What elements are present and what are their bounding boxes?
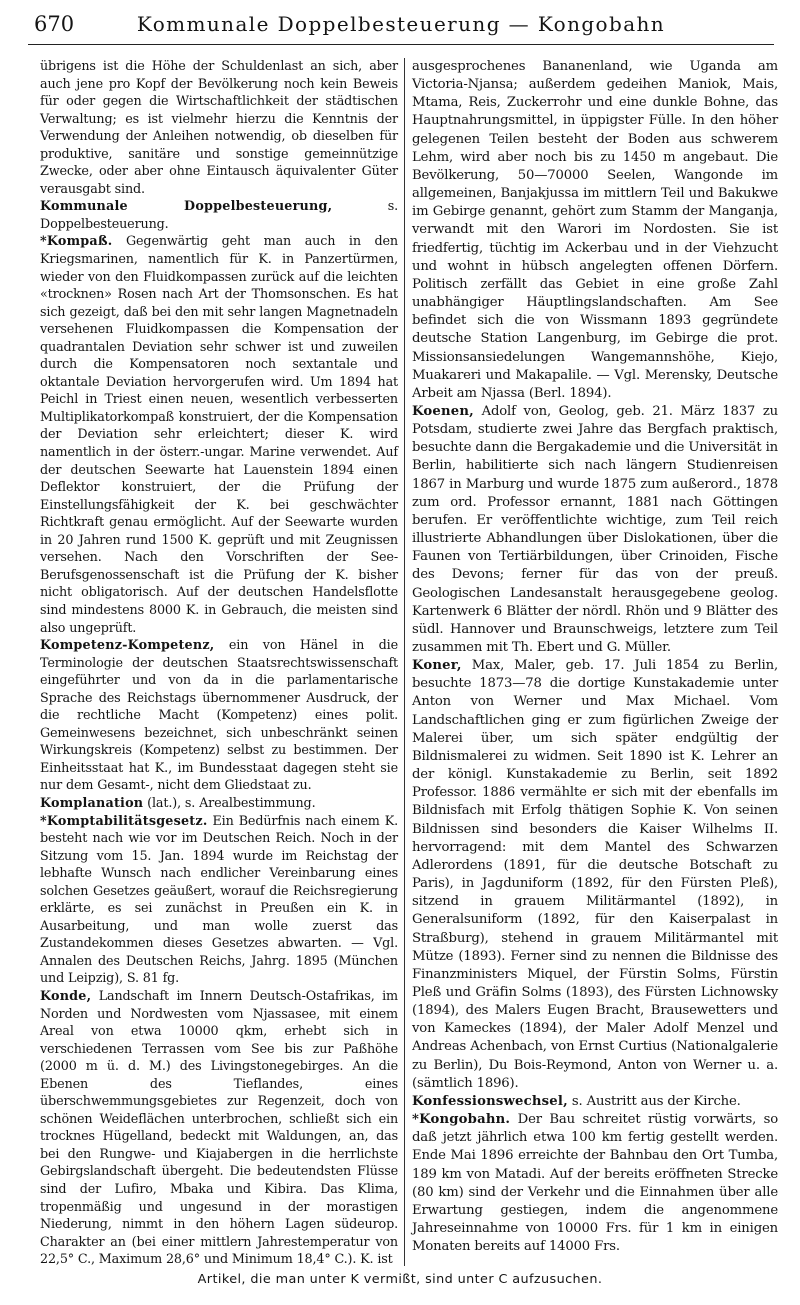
entry-headword: *Kongobahn.	[412, 1112, 511, 1128]
dictionary-entry	[40, 795, 398, 813]
dictionary-entry	[412, 1111, 778, 1256]
entry-headword: Kompetenz-Kompetenz,	[40, 638, 215, 654]
entry-headword: *Kompaß.	[40, 234, 113, 250]
entry-headword: Koner,	[412, 658, 462, 674]
entry-headword: Kommunale Doppelbesteuerung,	[40, 199, 333, 215]
entry-text: Adolf von, Geolog, geb. 21. März 1837 zu Potsdam, studierte zwei Jahre das Bergfach praktisch, besuchte dann die Bergakademie und die Universität in Berlin, habilitierte sich nach längern Studienreisen 1867 in Marburg und wurde 1875 zum außerord., 1878 zum ord. Professor ernannt, 1881 nach Göttingen berufen. Er veröffentlichte wichtige, zum Teil reich illustrierte Abhandlungen über Dislokationen, über die Faunen von Tertiärbildungen, über Crinoiden, Fische des Devons; ferner für das von der preuß. Geologischen Landesanstalt herausgegebene geolog. Kartenwerk 6 Blätter der nördl. Rhön und 9 Blätter des südl. Hannover und Braunschweigs, letztere zum Teil zusammen mit Th. Ebert und G. Müller.	[412, 403, 778, 655]
entry-headword: *Komptabilitätsgesetz.	[40, 813, 208, 829]
running-title: Kommunale Doppelbesteuerung — Kongobahn	[136, 12, 666, 36]
page-number: 670	[34, 12, 75, 36]
entry-text: übrigens ist die Höhe der Schuldenlast an sich, aber auch jene pro Kopf der Bevölkerung noch kein Beweis für oder gegen die Wirtschaftlichkeit der städtischen Verwaltung; es ist vielmehr hierzu die Kenntnis der Verwendung der Anleihen notwendig, ob dieselben für produktive, sanitäre und sonstige gemeinnützige Zwecke, oder aber ohne Eintausch äquivalenter Güter verausgabt sind.	[40, 59, 398, 197]
entry-text: ausgesprochenes Bananenland, wie Uganda am Victoria-Njansa; außerdem gedeihen Maniok, Mais, Mtama, Reis, Zuckerrohr und eine dunkle Bohne, das Hauptnahrungsmittel, in üppigster Fülle. In den höher gelegenen Teilen besteht der Boden aus schwerem Lehm, wird aber noch bis zu 1450 m angebaut. Die Bevölkerung, 50—70000 Seelen, Wangonde im allgemeinen, Banjakjussa im mittlern Teil und Bakukwe im Gebirge genannt, gehört zum Stamm der Manganja, verwandt mit den Warori im Nordosten. Sie ist friedfertig, tüchtig im Ackerbau und in der Viehzucht und wohnt in hübsch angelegten offenen Dörfern. Politisch zerfällt das Gebiet in eine große Zahl unabhängiger Häuptlingslandschaften. Am See befindet sich die von Wissmann 1893 gegründete deutsche Station Langenburg, im Gebirge die prot. Missionsansiedelungen Wangemannshöhe, Kiejo, Muakareri und Makapalile. — Vgl. Merensky, Deutsche Arbeit am Njassa (Berl. 1894).	[412, 59, 778, 401]
left-column	[40, 58, 398, 1268]
dictionary-entry	[40, 198, 398, 233]
dictionary-entry	[412, 58, 778, 403]
dictionary-entry	[412, 1093, 778, 1111]
dictionary-entry	[40, 58, 398, 198]
entry-text: Ein Bedürfnis nach einem K. besteht nach wie vor im Deutschen Reich. Noch in der Sitzung vom 15. Jan. 1894 wurde im Reichstag der lebhafte Wunsch nach endlicher Vereinbarung eines solchen Gesetzes geäußert, worauf die Reichsregierung erklärte, es sei zunächst in Preußen ein K. in Ausarbeitung, und man wolle zuerst das Zustandekommen dieses Gesetzes abwarten. — Vgl. Annalen des Deutschen Reichs, Jahrg. 1895 (München und Leipzig), S. 81 fg.	[40, 813, 398, 987]
dictionary-entry	[412, 403, 778, 657]
entry-text: Gegenwärtig geht man auch in den Kriegsmarinen, namentlich für K. in Panzertürmen, wieder von den Fluidkompassen zurück auf die leichten «trocknen» Rosen nach Art der Thomsonschen. Es hat sich gezeigt, daß bei den mit sehr langen Magnetnadeln versehenen Fluidkompassen die Kompensation der quadrantalen Deviation sehr schwer ist und zuweilen durch die Kompensatoren noch sextantale und oktantale Deviation hervorgerufen wird. Um 1894 hat Peichl in Triest einen neuen, wesentlich verbesserten Multiplikatorkompaß konstruiert, der die Kompensation der Deviation sehr erleichtert; dieser K. wird namentlich in der österr.-ungar. Marine verwendet. Auf der deutschen Seewarte hat Lauenstein 1894 einen Deflektor konstruiert, der die Prüfung der Einstellungsfähigkeit der K. bei geschwächter Richtkraft genau ermöglicht. Auf der Seewarte wurden in 20 Jahren rund 1500 K. geprüft und mit Zeugnissen versehen. Nach den Vorschriften der See-Berufsgenossenschaft ist die Prüfung der K. bisher nicht obligatorisch. Auf der deutschen Handelsflotte sind mindestens 8000 K. in Gebrauch, die meisten sind also ungeprüft.	[40, 234, 398, 636]
entry-headword: Komplanation	[40, 795, 144, 811]
column-divider	[404, 58, 405, 1266]
footer-note: Artikel, die man unter K vermißt, sind unter C aufzusuchen.	[197, 1272, 603, 1287]
entry-text: s. Doppelbesteuerung.	[40, 199, 398, 232]
entry-text: Max, Maler, geb. 17. Juli 1854 zu Berlin, besuchte 1873—78 die dortige Kunstakademie unter Anton von Werner und Max Michael. Vom Landschaftlichen ging er zum figürlichen Zweige der Malerei über, um sich später endgültig der Bildnismalerei zu widmen. Seit 1890 ist K. Lehrer an der königl. Kunstakademie zu Berlin, seit 1892 Professor. 1886 vermählte er sich mit der ebenfalls im Bildnisfach mit Erfolg thätigen Sophie K. Von seinen Bildnissen sind besonders die Kaiser Wilhelms II. hervorragend: mit dem Mantel des Schwarzen Adlerordens (1891, für die deutsche Botschaft zu Paris), in Jagduniform (1892, für den Fürsten Pleß), sitzend in grauem Militärmantel (1892), in Generalsuniform (1892, für den Kaiserpalast in Straßburg), stehend in grauem Militärmantel mit Mütze (1893). Ferner sind zu nennen die Bildnisse des Finanzministers Miquel, der Fürstin Solms, Fürstin Pleß und Gräfin Solms (1893), des Fürsten Lichnowsky (1894), des Malers Eugen Bracht, Brausewetters und von Kameckes (1894), der Maler Adolf Menzel und Andreas Achenbach, von Ernst Curtius (Nationalgalerie zu Berlin), Du Bois-Reymond, Anton von Werner u. a. (sämtlich 1896).	[412, 658, 778, 1091]
dictionary-entry	[412, 657, 778, 1093]
entry-text: Der Bau schreitet rüstig vorwärts, so daß jetzt jährlich etwa 100 km fertig gestellt werden. Ende Mai 1896 erreichte der Bahnbau den Ort Tumba, 189 km von Matadi. Auf der bereits eröffneten Strecke (80 km) sind der Verkehr und die Einnahmen über alle Erwartung gestiegen, indem die angenommene Jahreseinnahme von 10000 Frs. für 1 km in einigen Monaten bereits auf 14000 Frs.	[412, 1112, 778, 1255]
entry-text: (lat.), s. Arealbestimmung.	[143, 795, 316, 811]
dictionary-entry	[40, 233, 398, 637]
entry-text: s. Austritt aus der Kirche.	[567, 1093, 741, 1109]
page-header	[28, 6, 774, 46]
entry-text: Landschaft im Innern Deutsch-Ostafrikas, im Norden und Nordwesten vom Njassasee, mit einem Areal von etwa 10000 qkm, erhebt sich in verschiedenen Terrassen vom See bis zur Paßhöhe (2000 m ü. d. M.) des Livingstonegebirges. An die Ebenen des Tieflandes, eines überschwemmungsgebietes zur Regenzeit, doch von schönen Weideflächen unterbrochen, schließt sich ein trocknes Hügelland, bedeckt mit Waldungen, an, das bei den Rungwe- und Kiajabergen in die herrlichste Gebirgslandschaft übergeht. Die bedeutendsten Flüsse sind der Lufiro, Mbaka und Kibira. Das Klima, tropenmäßig und ungesund in der morastigen Niederung, nimmt in den höhern Lagen südeurop. Charakter an (bei einer mittlern Jahrestemperatur von 22,5° C., Maximum 28,6° und Minimum 18,4° C.). K. ist	[40, 988, 398, 1268]
dictionary-entry	[40, 988, 398, 1269]
dictionary-entry	[40, 637, 398, 795]
dictionary-entry	[40, 813, 398, 988]
right-column	[412, 58, 778, 1268]
entry-headword: Konde,	[40, 988, 92, 1004]
entry-text: ein von Hänel in die Terminologie der deutschen Staatsrechtswissenschaft eingeführter und von da in die parlamentarische Sprache des Reichstags übernommener Ausdruck, der die rechtliche Macht (Kompetenz) eines polit. Gemeinwesens bezeichnet, sich unbeschränkt seinen Wirkungskreis (Kompetenz) selbst zu bestimmen. Der Einheitsstaat hat K., im Bundesstaat dagegen steht sie nur dem Gesamt-, nicht dem Gliedstaat zu.	[40, 638, 398, 794]
header-rule	[28, 44, 774, 45]
entry-headword: Koenen,	[412, 403, 474, 419]
entry-headword: Konfessionswechsel,	[412, 1093, 568, 1109]
